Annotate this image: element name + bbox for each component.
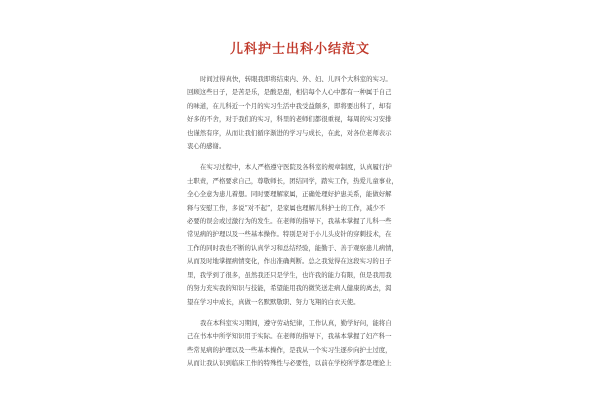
paragraph-line: 士职责，严格要求自己，尊敬师长，团结同学，踏实工作，热爱儿童事业， — [187, 176, 398, 185]
paragraph-line: 工作的同时我也不断的认真学习和总结经验，能勤于、善于观察患儿病情， — [187, 243, 398, 252]
paragraph-line: 全心全意为患儿着想。同时要理解家属，正确处理好护患关系，能做好解 — [187, 190, 392, 199]
paragraph-line: 望在学习中成长，真做一名默默敬职、努力飞翔的白衣天使。 — [187, 297, 360, 306]
paragraph-line: 己在书本中所学知识用于实际。在老师的指导下，我基本掌握了妇产科一 — [187, 332, 392, 341]
paragraph-line: 从而让我认识到临床工作的特殊性与必要性，以前在学校所学都是理论上 — [187, 359, 392, 368]
paragraph-3 — [187, 317, 419, 371]
watermark: · · · — [271, 184, 284, 190]
paragraph-line: 也谨然有序，从而让我们循序渐进的学习与成长，在此，对各位老师表示 — [187, 128, 392, 137]
paragraph-line: 的努力充实我的知识与技能，希望能用我的微笑送走病人健康的离去，渴 — [187, 284, 392, 293]
paragraph-line: 时间过得真快，转眼我即将结束内、外、妇、儿四个大科室的实习。 — [200, 75, 392, 83]
paragraph-line: 里，我学到了很多，虽然我还只是学生，也许我的能力有限，但是我用我 — [187, 270, 392, 279]
paragraph-line: 必要的误会或过激行为的发生。在老师的指导下，我基本掌握了儿科一些 — [187, 217, 392, 226]
paragraph-line: 的味道，在儿科近一个月的实习生活中我受益颇多，即将要出科了，却有 — [187, 101, 392, 110]
document-title: 儿科护士出科小结范文 — [229, 42, 370, 57]
paragraph-line: 我在本科室实习期间，遵守劳动纪律，工作认真，勤学好问，能将自 — [200, 318, 392, 327]
paragraph-line: 从而及时地掌握病情变化，作出准确判断。总之我觉得在这段实习的日子 — [187, 257, 392, 266]
paragraph-line: 衷心的感谢。 — [187, 142, 226, 151]
paragraph-line: 常见病的护理以及一些基本操作。特别是对于小儿头皮针的穿刺技术，在 — [187, 230, 392, 239]
paragraph-line: 好多的不舍，对于我们的实习，科里的老师们都很重视，每周的实习安排 — [187, 115, 392, 124]
document-body — [187, 73, 419, 379]
paragraph-line: 些常见病的护理以及一些基本操作，是我从一个实习生逐步向护士过度， — [187, 345, 392, 354]
paragraph-1 — [187, 73, 419, 153]
paragraph-line: 释与安慰工作，多说“对不起”，是家属也理解儿科护士的工作，减少不 — [187, 203, 386, 212]
paragraph-line: 在实习过程中，本人严格遵守医院及各科室的规章制度，认真履行护 — [200, 163, 392, 172]
document-sheet — [150, 0, 450, 400]
paragraph-2 — [187, 161, 419, 308]
paragraph-line: 回顾这些日子，是苦是乐，是酸是甜，相信每个人心中都有一种属于自己 — [187, 88, 392, 97]
